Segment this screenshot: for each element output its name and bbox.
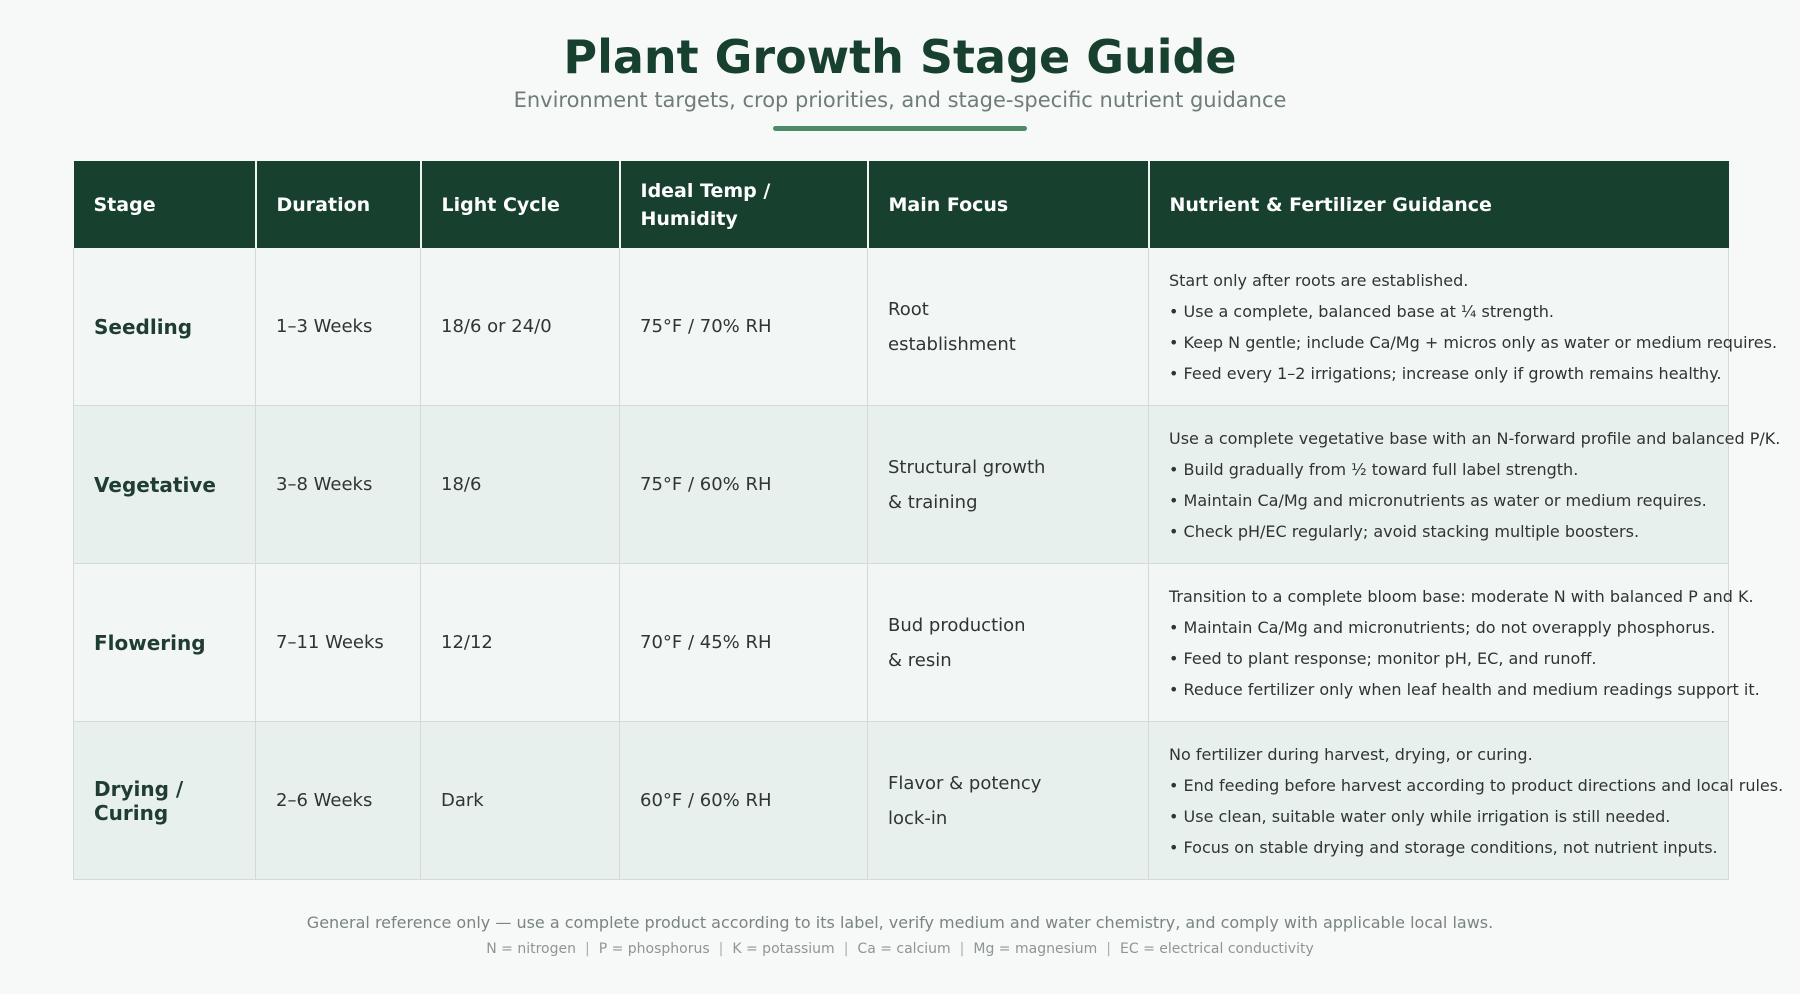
- guidance-line: • Use clean, suitable water only while irrigation is still needed.: [1169, 806, 1671, 826]
- guidance-line: • Keep N gentle; include Ca/Mg + micros only as water or medium requires.: [1169, 332, 1778, 352]
- legend-item: N = nitrogen: [486, 941, 576, 957]
- light-cycle-cell: Dark: [421, 722, 620, 880]
- guidance-line: Use a complete vegetative base with an N-forward profile and balanced P/K.: [1169, 428, 1781, 448]
- growth-stage-table-container: [73, 161, 1784, 880]
- temp-humidity-cell: 70°F / 45% RH: [620, 564, 868, 722]
- legend-separator: |: [959, 941, 965, 957]
- main-focus-line: Root: [888, 298, 929, 320]
- main-focus-line: lock-in: [888, 807, 948, 829]
- column-header-main-focus: Main Focus: [868, 161, 1149, 248]
- legend-separator: |: [1106, 941, 1111, 957]
- main-focus-line: Structural growth: [888, 456, 1046, 478]
- main-focus-line: Bud production: [888, 614, 1026, 636]
- temp-humidity-cell: 75°F / 70% RH: [620, 248, 868, 406]
- column-header-light-cycle: Light Cycle: [421, 161, 620, 248]
- guidance-line: • Maintain Ca/Mg and micronutrients; do not overapply phosphorus.: [1169, 617, 1716, 637]
- nutrient-guidance-cell: [1149, 248, 1778, 406]
- stage-cell: Vegetative: [74, 406, 256, 564]
- legend-separator: |: [843, 941, 849, 957]
- duration-cell: 1–3 Weeks: [256, 248, 421, 406]
- main-focus-cell: [868, 564, 1149, 722]
- legend-item: EC = electrical conductivity: [1120, 941, 1314, 957]
- table-header-row: [74, 161, 1729, 248]
- page-header: [0, 0, 1800, 131]
- main-focus-cell: [868, 406, 1149, 564]
- nutrient-guidance-cell: [1149, 564, 1760, 722]
- main-focus-cell: [868, 248, 1149, 406]
- guidance-line: • Feed to plant response; monitor pH, EC, and runoff.: [1169, 648, 1597, 668]
- guidance-line: • Feed every 1–2 irrigations; increase only if growth remains healthy.: [1169, 363, 1722, 383]
- duration-cell: 7–11 Weeks: [256, 564, 421, 722]
- light-cycle-cell: 18/6 or 24/0: [421, 248, 620, 406]
- temp-humidity-cell: 60°F / 60% RH: [620, 722, 868, 880]
- table-row: [74, 722, 1729, 880]
- main-focus-line: establishment: [888, 333, 1016, 355]
- table-row: [74, 564, 1729, 722]
- guidance-line: Start only after roots are established.: [1169, 270, 1469, 290]
- guidance-line: • Check pH/EC regularly; avoid stacking multiple boosters.: [1169, 521, 1640, 541]
- column-header-temp-humidity: Ideal Temp / Humidity: [620, 161, 868, 248]
- column-header-nutrient-guidance: Nutrient & Fertilizer Guidance: [1149, 161, 1729, 248]
- light-cycle-cell: 18/6: [421, 406, 620, 564]
- stage-cell: Seedling: [74, 248, 256, 406]
- column-header-duration: Duration: [256, 161, 421, 248]
- duration-cell: 2–6 Weeks: [256, 722, 421, 880]
- stage-cell: Drying / Curing: [74, 722, 256, 880]
- abbreviation-legend: [0, 939, 1800, 959]
- legend-item: Ca = calcium: [857, 941, 951, 957]
- legend-item: Mg = magnesium: [973, 941, 1098, 957]
- temp-humidity-cell: 75°F / 60% RH: [620, 406, 868, 564]
- duration-cell: 3–8 Weeks: [256, 406, 421, 564]
- guidance-line: • Reduce fertilizer only when leaf health and medium readings support it.: [1169, 679, 1760, 699]
- page-footer: [0, 912, 1800, 959]
- column-header-stage: Stage: [74, 161, 256, 248]
- nutrient-guidance-cell: [1149, 406, 1781, 564]
- guidance-line: • Focus on stable drying and storage conditions, not nutrient inputs.: [1169, 837, 1718, 857]
- guidance-line: • Maintain Ca/Mg and micronutrients as water or medium requires.: [1169, 490, 1707, 510]
- legend-item: K = potassium: [732, 941, 835, 957]
- main-focus-cell: [868, 722, 1149, 880]
- guidance-line: • Use a complete, balanced base at ¼ strength.: [1169, 301, 1554, 321]
- growth-stage-table: [73, 161, 1784, 880]
- main-focus-line: Flavor & potency: [888, 772, 1042, 794]
- page-title: Plant Growth Stage Guide: [563, 30, 1237, 84]
- page-subtitle: Environment targets, crop priorities, and stage-specific nutrient guidance: [513, 88, 1287, 112]
- table-row: [74, 248, 1729, 406]
- main-focus-line: & training: [888, 491, 978, 513]
- light-cycle-cell: 12/12: [421, 564, 620, 722]
- guidance-line: No fertilizer during harvest, drying, or curing.: [1169, 744, 1533, 764]
- legend-item: P = phosphorus: [598, 941, 710, 957]
- table-row: [74, 406, 1729, 564]
- title-accent-bar: [773, 126, 1027, 131]
- stage-cell: Flowering: [74, 564, 256, 722]
- legend-separator: |: [718, 941, 724, 957]
- guidance-line: • Build gradually from ½ toward full label strength.: [1169, 459, 1579, 479]
- guidance-line: • End feeding before harvest according to product directions and local rules.: [1169, 775, 1784, 795]
- legend-separator: |: [584, 941, 590, 957]
- disclaimer-note: General reference only — use a complete product according to its label, verify medium and water chemistry, and comply with applicable local laws.: [306, 913, 1494, 932]
- main-focus-line: & resin: [888, 649, 952, 671]
- guidance-line: Transition to a complete bloom base: moderate N with balanced P and K.: [1169, 586, 1754, 606]
- nutrient-guidance-cell: [1149, 722, 1784, 880]
